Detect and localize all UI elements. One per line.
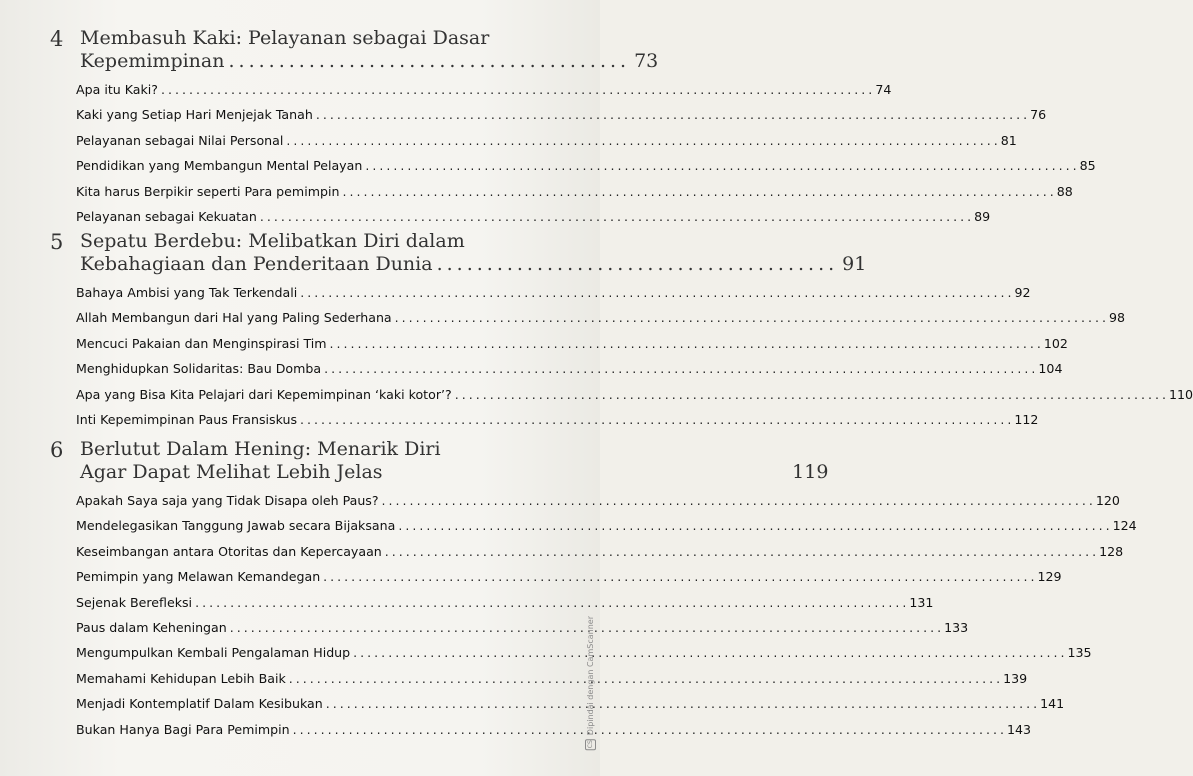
dot-leader: ...................................................................................................... bbox=[300, 285, 1015, 300]
chapter-title-line: Kepemimpinan bbox=[80, 50, 225, 72]
dot-leader: ........................................ bbox=[436, 253, 839, 275]
toc-entry: Pendidikan yang Membangun Mental Pelayan ...................................................................................................... 85 bbox=[76, 153, 520, 178]
toc-entry: Pemimpin yang Melawan Kemandegan ...................................................................................................... 129 bbox=[76, 564, 520, 589]
dot-leader: ...................................................................................................... bbox=[365, 158, 1080, 174]
dot-leader: ...................................................................................................... bbox=[454, 386, 1170, 402]
dot-leader: ...................................................................................................... bbox=[288, 670, 1004, 686]
chapter-title-line: Berlutut Dalam Hening: Menarik Diri bbox=[80, 438, 441, 460]
toc-entry: Mendelegasikan Tanggung Jawab secara Bijaksana ...................................................................................................... 124 bbox=[76, 513, 520, 538]
toc-entry: Kaki yang Setiap Hari Menjejak Tanah ...................................................................................................... 76 bbox=[76, 102, 520, 127]
chapter-title-line: Membasuh Kaki: Pelayanan sebagai Dasar bbox=[80, 27, 490, 49]
toc-entry: Keseimbangan antara Otoritas dan Kepercayaan ...................................................................................................... 128 bbox=[76, 539, 520, 564]
dot-leader: ...................................................................................................... bbox=[300, 411, 1015, 427]
dot-leader: ...................................................................................................... bbox=[384, 543, 1100, 559]
chapter-5 bbox=[50, 230, 1193, 432]
toc-entry: Sejenak Berefleksi ...................................................................................................... 131 bbox=[76, 590, 520, 615]
toc-entry: Menghidupkan Solidaritas: Bau Domba ...................................................................................................... 104 bbox=[76, 356, 520, 381]
chapter-title-line: Sepatu Berdebu: Melibatkan Diri dalam bbox=[80, 230, 465, 252]
toc-entry: Apa itu Kaki? ...................................................................................................... 74 bbox=[76, 77, 520, 102]
chapter-page-number: 73 bbox=[634, 50, 659, 72]
dot-leader: ...................................................................................................... bbox=[292, 721, 1007, 737]
chapter-title bbox=[80, 230, 867, 276]
toc-entry: Pelayanan sebagai Kekuatan ...................................................................................................... 89 bbox=[76, 204, 520, 229]
toc-entry: Inti Kepemimpinan Paus Fransiskus ...................................................................................................... 112 bbox=[76, 407, 520, 432]
chapter-page-number: 91 bbox=[842, 253, 867, 275]
toc-entry: Kita harus Berpikir seperti Para pemimpin ...................................................................................................... 88 bbox=[76, 179, 520, 204]
dot-leader: ...................................................................................................... bbox=[160, 82, 876, 97]
toc-entry: Mencuci Pakaian dan Menginspirasi Tim ...................................................................................................... 102 bbox=[76, 331, 520, 356]
chapter-title bbox=[80, 27, 659, 73]
dot-leader: ...................................................................................................... bbox=[353, 645, 1068, 661]
toc-entry: Memahami Kehidupan Lebih Baik ...................................................................................................... 139 bbox=[76, 666, 520, 691]
section-list bbox=[76, 77, 1096, 229]
dot-leader: ...................................................................................................... bbox=[325, 696, 1041, 712]
toc-entry: Apakah Saya saja yang Tidak Disapa oleh Paus? ...................................................................................................... 120 bbox=[76, 488, 520, 513]
dot-leader: ...................................................................................................... bbox=[323, 569, 1038, 585]
chapter-4 bbox=[50, 27, 1096, 229]
chapter-title bbox=[80, 438, 829, 484]
dot-leader: ...................................................................................................... bbox=[324, 361, 1039, 377]
dot-leader: ...................................................................................................... bbox=[398, 518, 1113, 534]
camscanner-icon: CS bbox=[587, 740, 594, 749]
dot-leader: ...................................................................................................... bbox=[381, 493, 1096, 508]
dot-leader: ........................................ bbox=[228, 50, 631, 72]
chapter-number: 4 bbox=[50, 27, 64, 51]
toc-entry: Bahaya Ambisi yang Tak Terkendali ...................................................................................................... 92 bbox=[76, 280, 520, 305]
dot-leader: ...................................................................................................... bbox=[259, 208, 975, 224]
toc-entry: Mengumpulkan Kembali Pengalaman Hidup ...................................................................................................... 135 bbox=[76, 640, 520, 665]
dot-leader: ...................................................................................................... bbox=[342, 183, 1057, 199]
toc-entry: Bukan Hanya Bagi Para Pemimpin ...................................................................................................... 143 bbox=[76, 717, 520, 742]
toc-entry: Menjadi Kontemplatif Dalam Kesibukan ...................................................................................................... 141 bbox=[76, 691, 520, 716]
chapter-number: 5 bbox=[50, 230, 64, 254]
dot-leader: ...................................................................................................... bbox=[394, 310, 1109, 326]
chapter-title-line: Kebahagiaan dan Penderitaan Dunia bbox=[80, 253, 433, 275]
camscanner-watermark bbox=[585, 616, 596, 750]
chapter-number: 6 bbox=[50, 438, 64, 462]
chapter-title-line: Agar Dapat Melihat Lebih Jelas bbox=[80, 461, 383, 483]
watermark-text: Dipindai dengan CamScanner bbox=[586, 615, 595, 735]
dot-leader: ...................................................................................................... bbox=[315, 107, 1031, 123]
toc-entry: Apa yang Bisa Kita Pelajari dari Kepemimpinan ‘kaki kotor’? ...................................................................................................... 110 bbox=[76, 382, 520, 407]
chapter-page-number: 119 bbox=[792, 461, 829, 483]
toc-entry: Allah Membangun dari Hal yang Paling Sederhana ...................................................................................................... 98 bbox=[76, 305, 520, 330]
dot-leader: ...................................................................................................... bbox=[195, 594, 910, 610]
dot-leader: ...................................................................................................... bbox=[286, 132, 1001, 148]
toc-entry: Paus dalam Keheningan ...................................................................................................... 133 bbox=[76, 615, 520, 640]
section-list bbox=[76, 280, 1193, 432]
dot-leader: ...................................................................................................... bbox=[329, 335, 1044, 351]
dot-leader: ...................................................................................................... bbox=[229, 619, 945, 635]
toc-entry: Pelayanan sebagai Nilai Personal ...................................................................................................... 81 bbox=[76, 128, 520, 153]
